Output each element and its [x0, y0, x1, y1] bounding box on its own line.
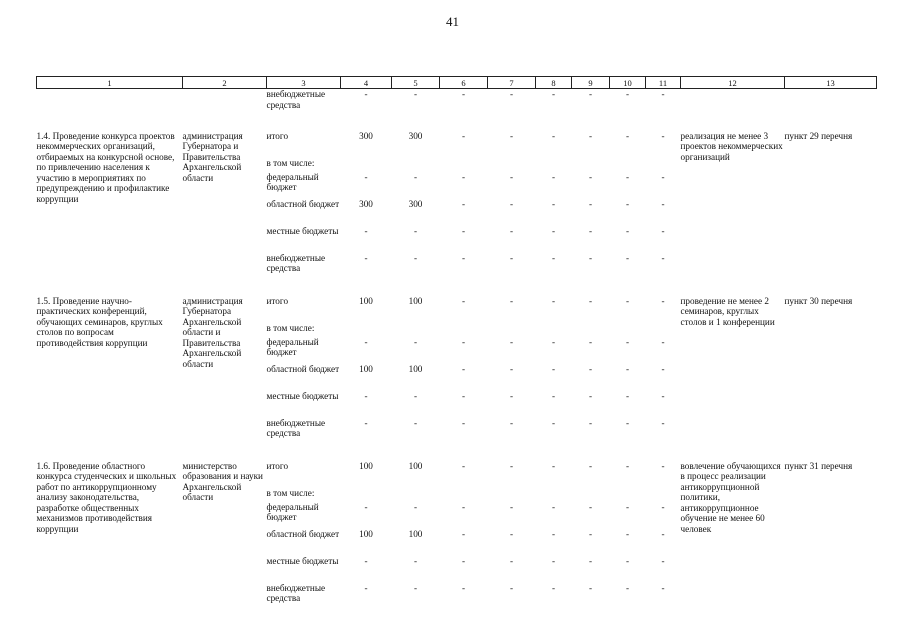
funding-value: -: [509, 198, 514, 209]
funding-value: 100: [359, 295, 373, 306]
empty-cell: [183, 445, 267, 461]
funding-value: -: [661, 130, 665, 141]
funding-value: -: [509, 460, 514, 471]
funding-value: 300: [408, 198, 423, 209]
empty-cell: [267, 280, 341, 296]
funding-value: -: [588, 336, 593, 347]
funding-value: -: [625, 198, 630, 209]
funding-value: -: [461, 555, 466, 566]
empty-cell: [267, 115, 341, 131]
funding-value: [341, 158, 392, 172]
empty-cell: [183, 280, 267, 296]
funding-value: [610, 488, 646, 502]
funding-value: [488, 488, 536, 502]
funding-value: -: [509, 417, 514, 428]
funding-value: -: [551, 89, 556, 99]
funding-value: -: [364, 252, 368, 263]
funding-value: -: [625, 501, 630, 512]
column-header: 8: [536, 77, 572, 89]
empty-cell: [37, 280, 183, 296]
empty-cell: [610, 115, 646, 131]
funding-value: -: [364, 225, 368, 236]
empty-cell: [341, 115, 392, 131]
column-header: 6: [440, 77, 488, 89]
measure-title: 1.5. Проведение научно-практических конференций, обучающих семинаров, круглых столов по вопросам противодействия коррупции: [36, 295, 163, 348]
funding-source-label: внебюджетные средства: [266, 89, 326, 110]
funding-value: -: [413, 555, 418, 566]
funding-value: -: [509, 501, 514, 512]
funding-value: -: [461, 252, 466, 263]
funding-value: -: [413, 89, 418, 99]
empty-cell: [610, 445, 646, 461]
funding-value: -: [588, 555, 593, 566]
funding-source-label: местные бюджеты: [266, 390, 339, 401]
empty-cell: [572, 280, 610, 296]
funding-value: -: [461, 198, 466, 209]
funding-value: [392, 323, 440, 337]
funding-value: -: [461, 363, 466, 374]
funding-value: -: [625, 336, 630, 347]
funding-source-label: внебюджетные средства: [266, 582, 326, 604]
funding-value: -: [588, 528, 593, 539]
funding-value: -: [625, 171, 630, 182]
empty-cell: [392, 115, 440, 131]
funding-source-label: федеральный бюджет: [266, 501, 319, 523]
funding-value: -: [461, 225, 466, 236]
funding-value: -: [413, 225, 418, 236]
funding-source-label: областной бюджет: [266, 363, 340, 374]
funding-value: [536, 488, 572, 502]
funding-value: -: [551, 336, 556, 347]
executor-name: администрация Губернатора и Правительства Архангельской области: [182, 130, 243, 183]
funding-value: -: [588, 225, 593, 236]
funding-value: [488, 158, 536, 172]
funding-value: [572, 323, 610, 337]
funding-value: 100: [359, 363, 373, 374]
funding-value: -: [509, 295, 514, 306]
table-row: [37, 461, 877, 488]
empty-cell: [785, 115, 877, 131]
empty-cell: [536, 115, 572, 131]
funding-value: -: [551, 501, 556, 512]
funding-value: -: [661, 390, 665, 401]
funding-source-label: итого: [266, 295, 289, 306]
funding-value: [646, 488, 681, 502]
funding-value: -: [661, 501, 665, 512]
funding-value: -: [625, 130, 630, 141]
list-reference: пункт 29 перечня: [784, 130, 853, 141]
empty-cell: [341, 280, 392, 296]
funding-value: -: [509, 390, 514, 401]
funding-value: -: [588, 89, 593, 99]
funding-value: -: [509, 555, 514, 566]
funding-value: -: [661, 198, 665, 209]
funding-value: -: [509, 528, 514, 539]
funding-value: 300: [359, 198, 373, 209]
funding-value: [536, 323, 572, 337]
funding-value: [341, 323, 392, 337]
empty-cell: [37, 115, 183, 131]
funding-value: -: [625, 390, 630, 401]
funding-value: -: [661, 295, 665, 306]
funding-value: -: [661, 555, 665, 566]
funding-value: -: [461, 390, 466, 401]
funding-value: -: [413, 171, 418, 182]
funding-value: 100: [359, 460, 373, 471]
funding-value: -: [461, 295, 466, 306]
funding-value: -: [413, 336, 418, 347]
empty-cell: [646, 445, 681, 461]
funding-value: -: [551, 171, 556, 182]
funding-value: 100: [408, 295, 423, 306]
funding-value: -: [364, 390, 368, 401]
funding-value: -: [625, 363, 630, 374]
measure-title: 1.6. Проведение областного конкурса студенческих и школьных работ по антикоррупционному анализу законодательства, разработке общественных механизмов противодействия коррупции: [36, 460, 177, 535]
funding-value: [488, 323, 536, 337]
funding-source-label: местные бюджеты: [266, 225, 339, 236]
funding-value: -: [551, 225, 556, 236]
funding-value: -: [625, 252, 630, 263]
empty-cell: [488, 445, 536, 461]
funding-value: -: [661, 460, 665, 471]
program-table: [36, 76, 877, 610]
column-header: 10: [610, 77, 646, 89]
column-header: 11: [646, 77, 681, 89]
funding-source-label: в том числе:: [266, 322, 315, 333]
table-row: [37, 296, 877, 323]
empty-cell: [392, 280, 440, 296]
funding-value: -: [625, 225, 630, 236]
empty-cell: [681, 280, 785, 296]
funding-value: -: [551, 130, 556, 141]
executor-name: администрация Губернатора Архангельской области и Правительства Архангельской области: [182, 295, 243, 370]
column-header: 3: [267, 77, 341, 89]
table-row: [37, 131, 877, 158]
funding-value: -: [588, 582, 593, 593]
spacer-row: [37, 280, 877, 296]
funding-value: -: [661, 417, 665, 428]
funding-value: -: [588, 460, 593, 471]
funding-value: -: [509, 252, 514, 263]
funding-source-label: итого: [266, 130, 289, 141]
column-header: 12: [681, 77, 785, 89]
funding-value: 300: [359, 130, 373, 141]
funding-value: -: [625, 555, 630, 566]
funding-source-label: в том числе:: [266, 487, 315, 498]
funding-value: -: [413, 582, 418, 593]
column-header: 7: [488, 77, 536, 89]
expected-result: проведение не менее 2 семинаров, круглых столов и 1 конференции: [680, 295, 775, 327]
funding-value: 100: [408, 363, 423, 374]
column-header: 9: [572, 77, 610, 89]
table-body: [37, 89, 877, 610]
empty-cell: [610, 280, 646, 296]
funding-source-label: областной бюджет: [266, 198, 340, 209]
funding-value: -: [625, 528, 630, 539]
funding-value: 100: [408, 528, 423, 539]
funding-value: 300: [408, 130, 423, 141]
funding-value: -: [461, 582, 466, 593]
funding-value: -: [509, 582, 514, 593]
expected-result: реализация не менее 3 проектов некоммерческих организаций: [680, 130, 783, 162]
funding-value: -: [364, 501, 368, 512]
spacer-row: [37, 445, 877, 461]
funding-value: -: [461, 501, 466, 512]
empty-cell: [37, 445, 183, 461]
funding-value: -: [551, 390, 556, 401]
funding-value: -: [588, 501, 593, 512]
funding-source-label: федеральный бюджет: [266, 171, 319, 193]
funding-value: -: [551, 528, 556, 539]
column-header: 4: [341, 77, 392, 89]
funding-value: -: [625, 295, 630, 306]
funding-value: [572, 488, 610, 502]
funding-value: [610, 323, 646, 337]
funding-value: [572, 158, 610, 172]
funding-value: -: [551, 460, 556, 471]
funding-value: -: [509, 363, 514, 374]
empty-cell: [785, 445, 877, 461]
empty-cell: [440, 445, 488, 461]
empty-cell: [536, 280, 572, 296]
funding-value: -: [661, 363, 665, 374]
funding-value: -: [509, 130, 514, 141]
funding-value: -: [625, 460, 630, 471]
funding-value: [536, 158, 572, 172]
funding-value: -: [509, 225, 514, 236]
funding-value: -: [461, 130, 466, 141]
funding-value: -: [461, 89, 466, 99]
page-number: 41: [446, 14, 459, 29]
funding-value: -: [551, 582, 556, 593]
empty-cell: [488, 115, 536, 131]
funding-value: -: [509, 336, 514, 347]
funding-value: -: [461, 336, 466, 347]
funding-value: -: [413, 252, 418, 263]
column-header: 13: [785, 77, 877, 89]
funding-value: -: [551, 555, 556, 566]
funding-value: -: [661, 336, 665, 347]
funding-value: 100: [408, 460, 423, 471]
funding-value: -: [364, 582, 368, 593]
funding-value: -: [364, 171, 368, 182]
table-row: [37, 89, 877, 115]
column-number-row: [37, 77, 877, 89]
funding-value: [610, 158, 646, 172]
funding-value: -: [551, 252, 556, 263]
funding-value: -: [661, 225, 665, 236]
funding-value: -: [588, 390, 593, 401]
funding-value: -: [661, 252, 665, 263]
funding-value: [440, 488, 488, 502]
funding-source-label: итого: [266, 460, 289, 471]
empty-cell: [572, 445, 610, 461]
funding-value: -: [461, 460, 466, 471]
empty-cell: [341, 445, 392, 461]
funding-source-label: местные бюджеты: [266, 555, 339, 566]
funding-value: -: [588, 417, 593, 428]
empty-cell: [572, 115, 610, 131]
empty-cell: [440, 280, 488, 296]
column-header: 5: [392, 77, 440, 89]
funding-value: -: [588, 295, 593, 306]
funding-value: [341, 488, 392, 502]
funding-value: -: [625, 582, 630, 593]
column-header: 1: [37, 77, 183, 89]
funding-value: -: [588, 171, 593, 182]
funding-value: -: [661, 528, 665, 539]
measure-title: 1.4. Проведение конкурса проектов некоммерческих организаций, отбираемых на конкурсной основе, по привлечению населения к участию в мероприятиях по предупреждению и профилактике коррупции: [36, 130, 175, 205]
empty-cell: [488, 280, 536, 296]
funding-value: -: [661, 171, 665, 182]
empty-cell: [785, 280, 877, 296]
funding-value: -: [413, 501, 418, 512]
list-reference: пункт 30 перечня: [784, 295, 853, 306]
funding-value: [646, 158, 681, 172]
empty-cell: [646, 115, 681, 131]
funding-value: [392, 488, 440, 502]
funding-source-label: внебюджетные средства: [266, 417, 326, 439]
funding-value: -: [551, 295, 556, 306]
funding-value: -: [588, 198, 593, 209]
funding-value: -: [625, 417, 630, 428]
funding-source-label: в том числе:: [266, 157, 315, 168]
funding-value: -: [461, 417, 466, 428]
empty-cell: [681, 115, 785, 131]
empty-cell: [440, 115, 488, 131]
empty-cell: [37, 89, 183, 115]
funding-value: -: [509, 171, 514, 182]
empty-cell: [785, 89, 877, 115]
executor-name: министерство образования и науки Архангельской области: [182, 460, 263, 503]
funding-value: -: [551, 363, 556, 374]
empty-cell: [267, 445, 341, 461]
funding-value: -: [364, 89, 368, 99]
funding-value: -: [625, 89, 630, 99]
funding-value: -: [551, 417, 556, 428]
funding-value: -: [364, 417, 368, 428]
funding-value: -: [661, 89, 665, 99]
funding-value: -: [364, 336, 368, 347]
funding-source-label: внебюджетные средства: [266, 252, 326, 274]
funding-source-label: федеральный бюджет: [266, 336, 319, 358]
funding-value: -: [461, 171, 466, 182]
funding-value: 100: [359, 528, 373, 539]
funding-value: -: [509, 89, 514, 99]
expected-result: вовлечение обучающихся в процесс реализации антикоррупционной политики, антикоррупционное обучение не менее 60 человек: [680, 460, 781, 535]
funding-source-label: областной бюджет: [266, 528, 340, 539]
empty-cell: [681, 445, 785, 461]
spacer-row: [37, 115, 877, 131]
empty-cell: [536, 445, 572, 461]
funding-value: -: [413, 417, 418, 428]
funding-value: -: [588, 130, 593, 141]
list-reference: пункт 31 перечня: [784, 460, 853, 471]
empty-cell: [646, 280, 681, 296]
funding-value: -: [661, 582, 665, 593]
funding-value: -: [413, 390, 418, 401]
funding-value: [392, 158, 440, 172]
funding-value: -: [588, 363, 593, 374]
empty-cell: [183, 115, 267, 131]
empty-cell: [392, 445, 440, 461]
empty-cell: [681, 89, 785, 115]
column-header: 2: [183, 77, 267, 89]
empty-cell: [183, 89, 267, 115]
funding-value: [646, 323, 681, 337]
funding-value: [440, 158, 488, 172]
funding-value: -: [461, 528, 466, 539]
funding-value: [440, 323, 488, 337]
funding-value: -: [364, 555, 368, 566]
funding-value: -: [551, 198, 556, 209]
funding-value: -: [588, 252, 593, 263]
